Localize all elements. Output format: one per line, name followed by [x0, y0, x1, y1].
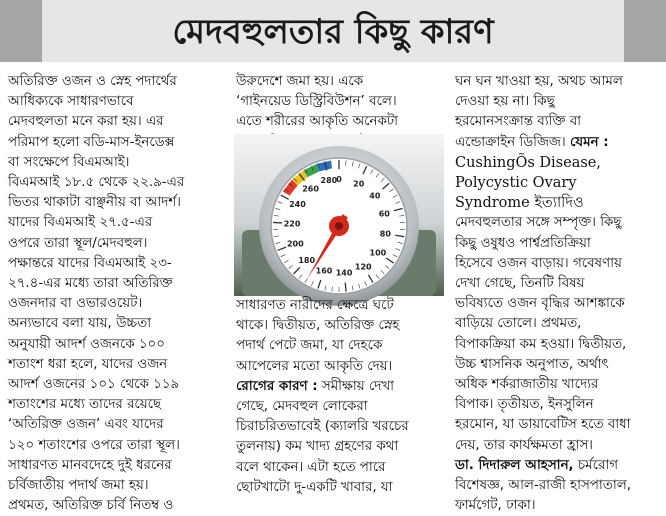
article-line-with-subhead — [236, 377, 446, 397]
scale-tick-label: 120 — [355, 262, 372, 271]
article-line: অনুযায়ী আদর্শ ওজনকে ১০০ — [8, 335, 226, 355]
disease-name-line: CushingÕs Disease, — [455, 153, 663, 173]
bathroom-scale-icon — [234, 134, 444, 296]
article-line: হরমোনসংক্রান্ত ব্যক্তি বা — [455, 112, 663, 132]
author-title: চর্মরোগ — [574, 458, 618, 473]
headline-left-bar — [0, 0, 42, 62]
scale-tick-label: 240 — [289, 200, 306, 209]
article-line: ২৭.৪-এর মধ্যে তারা অতিরিক্ত — [8, 274, 226, 294]
scale-tick-label: 260 — [302, 185, 319, 194]
article-line: ওপরে তারা স্থূল/মেদবহুল। — [8, 234, 226, 254]
article-line: ছোটখাটো দু-একটি খাবার, যা — [236, 478, 446, 498]
article-line: শতাংশের মধ্যে তাদের রয়েছে — [8, 395, 226, 415]
headline-right-bar — [624, 0, 666, 62]
article-line: ভিতর থাকাটা বাঞ্ছনীয় বা আদর্শ। — [8, 193, 226, 213]
article-line: আপেলের মতো আকৃতি দেয়। — [236, 357, 446, 377]
example-label: যেমন : — [570, 135, 609, 150]
scale-tick-label: 60 — [379, 209, 391, 218]
article-line: মেদবহুলতা মনে করা হয়। এর — [8, 112, 226, 132]
scale-tick-label: 40 — [369, 192, 381, 201]
article-line: গেছে, মেদবহুল লোকেরা — [236, 397, 446, 417]
article-line: চিরাচরিতভাবেই (ক্যালরি খরচের — [236, 417, 446, 437]
author-name: ডা. দিদারুল আহসান, — [455, 458, 574, 473]
article-line: সাধারণত নারীদের ক্ষেত্রে ঘটে — [236, 296, 446, 316]
article-line: মেদবহুলতার সঙ্গে সম্পৃক্ত। কিছু — [455, 213, 663, 233]
article-line: পরিমাপ হলো বডি-মাস-ইনডেক্স — [8, 133, 226, 153]
article-line: আধিক্যকে সাধারণভাবে — [8, 92, 226, 112]
disease-name-line: Syndrome ইত্যাদিও — [455, 193, 663, 213]
article-line: বলে থাকেন। এটা হতে পারে — [236, 458, 446, 478]
article-line: থাকে। দ্বিতীয়ত, অতিরিক্ত স্নেহ — [236, 316, 446, 336]
article-line: অধিক শর্করাজাতীয় খাদ্যের — [455, 375, 663, 395]
article-line: এতে শরীরের আকৃতি অনেকটা — [236, 112, 446, 132]
scale-needle-pin — [335, 222, 343, 230]
scale-tick-label: 100 — [370, 248, 387, 257]
headline-banner — [0, 0, 666, 62]
article-line: চর্বিজাতীয় পদার্থ জমা হয়। — [8, 476, 226, 496]
article-line: বিশেষজ্ঞ, আল-রাজী হাসপাতাল, — [455, 476, 663, 496]
article-column-2-bottom — [236, 296, 446, 498]
article-line: পদার্থ পেটে জমা, যা দেহকে — [236, 336, 446, 356]
article-line: ‘গাইনয়েড ডিস্ট্রিবিউশন’ বলে। — [236, 92, 446, 112]
article-line: ভবিষ্যতে ওজন বৃদ্ধির আশঙ্কাকে — [455, 294, 663, 314]
article-line: বিপাক। তৃতীয়ত, ইনসুলিন — [455, 395, 663, 415]
article-line: বিএমআই ১৮.৫ থেকে ২২.৯-এর — [8, 173, 226, 193]
article-line: বাড়িয়ে তোলে। প্রথমত, — [455, 314, 663, 334]
article-line: শতাংশ ধরা হলে, যাদের ওজন — [8, 355, 226, 375]
article-line: অন্যভাবে বলা যায়, উচ্চতা — [8, 314, 226, 334]
article-text: এন্ডোক্রাইন ডিজিজ। — [455, 135, 570, 150]
article-line: সাধারণত মানবদেহে দুই ধরনের — [8, 456, 226, 476]
article-line: ১২০ শতাংশের ওপরে তারা স্থূল। — [8, 436, 226, 456]
headline-title: মেদবহুলতার কিছু কারণ — [42, 8, 624, 56]
article-line: হরমোন, যা ডায়াবেটিস হতে বাধা — [455, 415, 663, 435]
scale-tick-label: 80 — [380, 230, 392, 239]
article-line: হিসেবে ওজন বাড়ায়। গবেষণায় — [455, 254, 663, 274]
article-line: অতিরিক্ত ওজন ও স্নেহ পদার্থের — [8, 72, 226, 92]
scale-tick-label: 180 — [298, 256, 315, 265]
article-line-with-example — [455, 133, 663, 153]
article-line: ওজনদার বা ওভারওয়েট। — [8, 294, 226, 314]
article-text: সমীক্ষায় দেখা — [318, 379, 394, 394]
scale-tick-label: 200 — [287, 239, 304, 248]
article-line: দেয়, তার কার্যক্ষমতা হ্রাস। — [455, 436, 663, 456]
scale-tick-label: 0 — [336, 175, 342, 184]
article-line: উচ্চ শ্বাসনিক অনুপাত, অর্থাৎ — [455, 355, 663, 375]
article-line: কিছু ওষুধও পার্শ্বপ্রতিক্রিয়া — [455, 234, 663, 254]
article-column-1 — [8, 72, 226, 516]
article-line: ‘অতিরিক্ত ওজন’ এবং যাদের — [8, 415, 226, 435]
article-line: বা সংক্ষেপে বিএমআই। — [8, 153, 226, 173]
article-column-3 — [455, 72, 663, 516]
scale-tick-label: 20 — [353, 179, 365, 188]
article-line: দেখা গেছে, তিনটি বিষয় — [455, 274, 663, 294]
article-line: প্রথমত, অতিরিক্ত চর্বি নিতম্ব ও — [8, 496, 226, 516]
scale-tick-label: 140 — [336, 269, 353, 278]
article-line: তুলনায়) কম খাদ্য গ্রহণের কথা — [236, 437, 446, 457]
scale-tick-label: 160 — [316, 267, 333, 276]
article-line: ফার্মগেট, ঢাকা। — [455, 496, 663, 516]
article-line: যাদের বিএমআই ২৭.৫-এর — [8, 213, 226, 233]
article-line: পক্ষান্তরে যাদের বিএমআই ২৩- — [8, 254, 226, 274]
author-line — [455, 456, 663, 476]
scale-tick-label: 220 — [284, 219, 301, 228]
article-line: আদর্শ ওজনের ১০১ থেকে ১১৯ — [8, 375, 226, 395]
article-line: ঘন ঘন খাওয়া হয়, অথচ আমল — [455, 72, 663, 92]
disease-name-line: Polycystic Ovary — [455, 173, 663, 193]
article-line: বিপাকক্রিয়া কম হওয়া। দ্বিতীয়ত, — [455, 335, 663, 355]
subhead-label: রোগের কারণ : — [236, 379, 318, 394]
article-line: উরুদেশে জমা হয়। একে — [236, 72, 446, 92]
scale-tick-label: 280 — [321, 176, 338, 185]
article-line: দেওয়া হয় না। কিছু — [455, 92, 663, 112]
